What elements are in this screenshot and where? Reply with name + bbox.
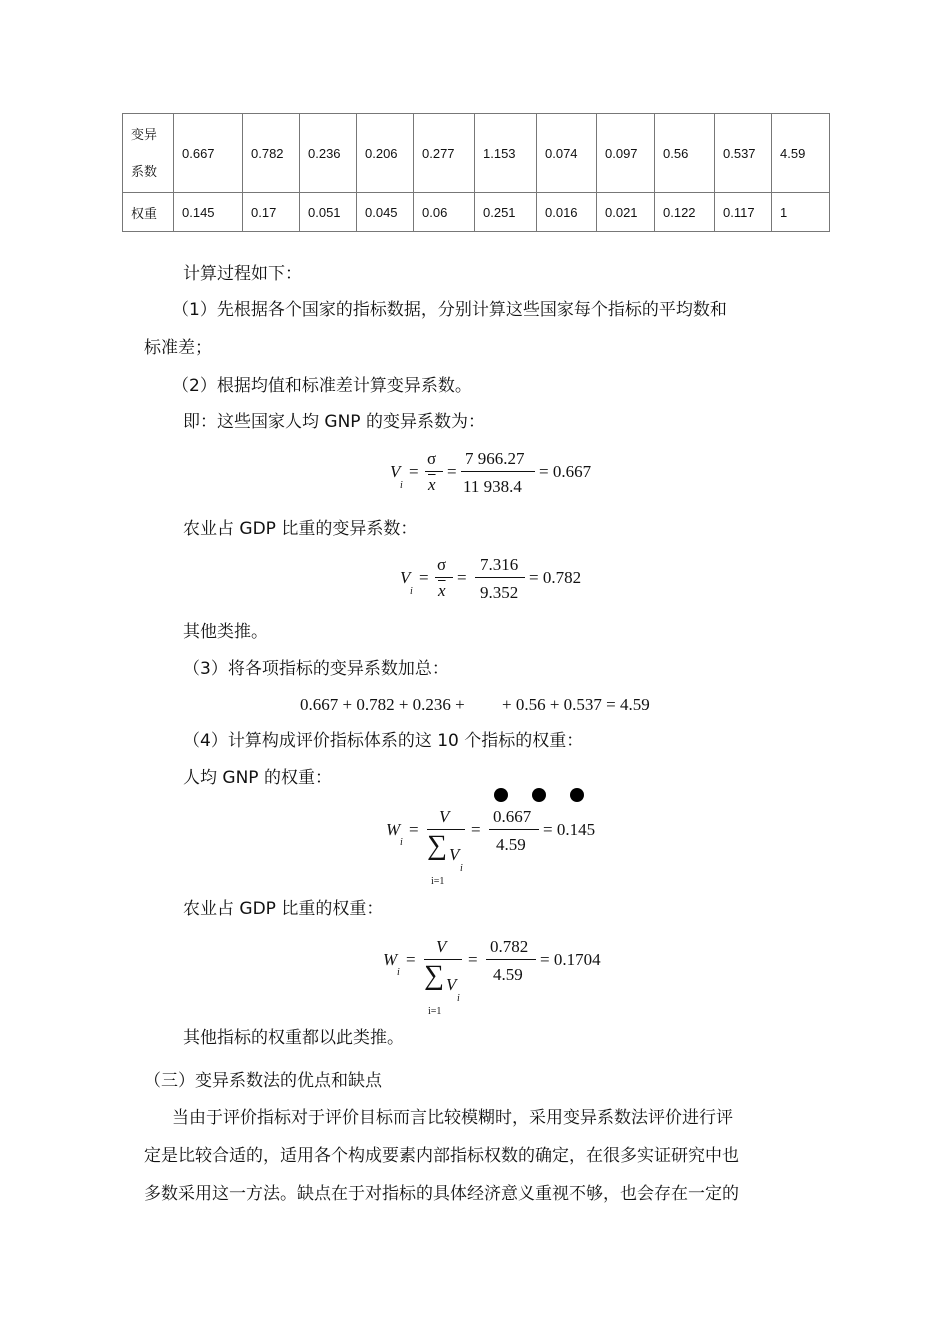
formula-equals-2: = xyxy=(468,950,478,969)
table-cell: 0.56 xyxy=(655,114,715,193)
paragraph-pros-cons-2: 定是比较合适的，适用各个构成要素内部指标权数的确定，在很多实证研究中也 xyxy=(144,1146,739,1166)
table-cell: 1 xyxy=(772,193,830,232)
table-cell: 0.117 xyxy=(715,193,772,232)
paragraph-pros-cons-3: 多数采用这一方法。缺点在于对指标的具体经济意义重视不够，也会存在一定的 xyxy=(144,1184,739,1204)
formula-sub: i xyxy=(410,586,413,597)
table-cell: 0.782 xyxy=(243,114,300,193)
row-label-weight: 权重 xyxy=(123,193,174,232)
table-cell: 4.59 xyxy=(772,114,830,193)
table-cell: 0.667 xyxy=(174,114,243,193)
table-cell: 0.251 xyxy=(475,193,537,232)
formula-result: = 0.667 xyxy=(539,462,592,481)
table-row-weight xyxy=(123,193,830,232)
table-cell: 0.097 xyxy=(597,114,655,193)
formula-equals: = xyxy=(409,820,419,839)
formula-lhs: V xyxy=(390,462,401,481)
paragraph-pros-cons-1: 当由于评价指标对于评价目标而言比较模糊时，采用变异系数法评价进行评 xyxy=(172,1108,733,1128)
paragraph-step1: （1）先根据各个国家的指标数据，分别计算这些国家每个指标的平均数和 xyxy=(172,300,727,320)
formula-sigma: σ xyxy=(427,449,437,468)
sum-part-1: 0.667 + 0.782 + 0.236 + xyxy=(300,695,465,714)
row-label-variation xyxy=(123,114,174,193)
ellipsis-dot xyxy=(532,788,546,802)
paragraph-step3: （3）将各项指标的变异系数加总： xyxy=(183,659,449,679)
table-cell: 1.153 xyxy=(475,114,537,193)
table-cell: 0.236 xyxy=(300,114,357,193)
table-cell: 0.051 xyxy=(300,193,357,232)
formula-equals: = xyxy=(409,462,419,481)
formula-result: = 0.782 xyxy=(529,568,582,587)
row-label-line1: 变异 xyxy=(131,127,158,142)
table-cell: 0.122 xyxy=(655,193,715,232)
formula-xbar: $\overline{x}$ xyxy=(428,475,436,494)
section-heading: （三）变异系数法的优点和缺点 xyxy=(144,1071,382,1091)
sum-icon: ∑ xyxy=(424,960,444,991)
paragraph-gnp-weight: 人均 GNP 的权重： xyxy=(183,768,332,788)
formula-denominator: 9.352 xyxy=(480,583,519,602)
formula-result: = 0.145 xyxy=(543,820,596,839)
sum-lower-bound: i=1 xyxy=(431,876,445,887)
ellipsis-dot xyxy=(570,788,584,802)
table-cell: 0.016 xyxy=(537,193,597,232)
formula-denominator: 4.59 xyxy=(493,965,523,984)
formula-sub: i xyxy=(400,837,403,848)
row-label-line2: 系数 xyxy=(131,164,158,179)
formula-cv-agri xyxy=(395,554,595,614)
formula-cv-gnp xyxy=(385,448,605,508)
formula-lhs: W xyxy=(386,820,401,839)
sum-part-2: + 0.56 + 0.537 = 4.59 xyxy=(502,695,650,714)
table-cell: 0.206 xyxy=(357,114,414,193)
paragraph-step1-cont: 标准差； xyxy=(144,338,212,358)
formula-xbar: $\overline{x}$ xyxy=(438,581,446,600)
formula-numerator: 7 966.27 xyxy=(465,449,525,468)
formula-numerator: 0.667 xyxy=(493,807,532,826)
table-row-variation xyxy=(123,114,830,193)
formula-sub: i xyxy=(400,480,403,491)
formula-lhs: V xyxy=(400,568,411,587)
paragraph-etc-weights: 其他指标的权重都以此类推。 xyxy=(183,1028,404,1048)
formula-den-sub: i xyxy=(457,993,460,1004)
formula-equals-2: = xyxy=(447,462,457,481)
table-cell: 0.537 xyxy=(715,114,772,193)
formula-equals-2: = xyxy=(471,820,481,839)
formula-denominator: 11 938.4 xyxy=(463,477,522,496)
sum-lower-bound: i=1 xyxy=(428,1006,442,1017)
table-cell: 0.17 xyxy=(243,193,300,232)
coefficient-table xyxy=(122,113,830,232)
paragraph-etc: 其他类推。 xyxy=(183,622,268,642)
formula-den-sub: i xyxy=(460,863,463,874)
paragraph-agri-weight: 农业占 GDP 比重的权重： xyxy=(183,899,384,919)
table-cell: 0.045 xyxy=(357,193,414,232)
paragraph-step2: （2）根据均值和标准差计算变异系数。 xyxy=(172,376,472,396)
formula-numerator-sym: V xyxy=(436,937,447,956)
table-cell: 0.074 xyxy=(537,114,597,193)
paragraph-gnp-cv: 即：这些国家人均 GNP 的变异系数为： xyxy=(183,412,485,432)
formula-weight-gnp xyxy=(383,806,613,891)
formula-sigma: σ xyxy=(437,555,447,574)
paragraph-intro: 计算过程如下： xyxy=(183,264,302,284)
formula-numerator: 0.782 xyxy=(490,937,529,956)
paragraph-agri-cv: 农业占 GDP 比重的变异系数： xyxy=(183,519,418,539)
ellipsis-dot xyxy=(494,788,508,802)
paragraph-step4: （4）计算构成评价指标体系的这 10 个指标的权重： xyxy=(183,731,584,751)
formula-equals: = xyxy=(406,950,416,969)
formula-equals-2: = xyxy=(457,568,467,587)
formula-weight-agri xyxy=(380,936,620,1021)
formula-denominator: 4.59 xyxy=(496,835,526,854)
formula-equals: = xyxy=(419,568,429,587)
table-cell: 0.145 xyxy=(174,193,243,232)
formula-numerator-sym: V xyxy=(439,807,450,826)
formula-sub: i xyxy=(397,967,400,978)
formula-result: = 0.1704 xyxy=(540,950,601,969)
formula-denominator-sym: V xyxy=(446,975,457,994)
formula-numerator: 7.316 xyxy=(480,555,519,574)
formula-lhs: W xyxy=(383,950,398,969)
formula-sum xyxy=(300,696,670,718)
sum-icon: ∑ xyxy=(427,830,447,861)
table-cell: 0.277 xyxy=(414,114,475,193)
table-cell: 0.021 xyxy=(597,193,655,232)
formula-denominator-sym: V xyxy=(449,845,460,864)
table-cell: 0.06 xyxy=(414,193,475,232)
